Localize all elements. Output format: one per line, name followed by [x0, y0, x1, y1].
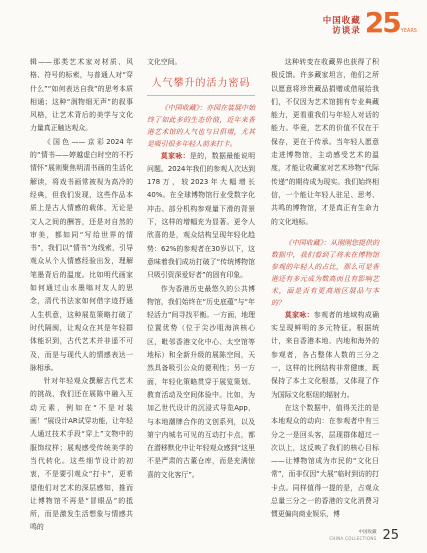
paragraph: 这种转变在收藏界也获得了积极反馈。许多藏家坦言，他们之所以愿意将珍贵藏品捐赠或借展给我们，不仅因为艺术馆拥有专业典藏能力，更看重我们与年轻人对话的能力。毕竟，艺术的价值不仅在于保存，更在于传承。当年轻人愿意走进博物馆，主动感受艺术的温度，才能让收藏家对艺术珍物“代际传递”的期待成为现实。我们始终相信，一个能让年轻人驻足、思考、共鸣的博物馆，才是真正有生命力的文化地标。 [271, 58, 379, 226]
question-text: 从刚刚您提供的数据中，我们看到了将来在博物馆参观的年轻人的占比，那么可是香港还有多元成为数高而且有影响艺术，面是否有更高地区展品与本的？ [271, 238, 379, 307]
interview-question [147, 102, 255, 150]
footer-publication [329, 530, 376, 542]
question-text: 亦园在装展中始终了如此多的生态价值，近年来香港艺术馆的人气也与日俱增，尤其是吸引很多年轻人前来打卡。 [147, 103, 255, 148]
page-number: 25 [382, 528, 399, 543]
paragraph: 在这个数据中，值得关注的是本地观众的动向：在参观者中有三分之一是回头客，层现群体超过一次以上，这反映了我们的核心目标——让博物馆成为市民的“文化日常”，而非仅因“大展”临时到访的打卡点。同样值得一提的是，占观众总量三分之一的香港的文化消费习惯更偏向商业娱乐，博 [271, 403, 379, 519]
answer-text: 参观者的地域构成确实呈现鲜明的多元特征。根据统计，来自香港本地、内地和海外的参观者，各占整体人数的三分之一，这样的比例结构非常健康，既保持了本土文化根基，又体现了作为国际文化枢纽的辐射力。 [271, 310, 380, 399]
interview-answer [271, 309, 379, 402]
answer-label: 莫家咏： [284, 310, 314, 319]
paragraph: 作为香港历史最悠久的公共博物馆，我们始终在“历史底蕴”与“年轻活力”间寻找平衡。一方面，地理位置优势（位于尖沙咀海滨核心区，毗邻香港文化中心、太空馆等地标）和全新升级的展陈空间，天然具备吸引公众的便利性；另一方面，年轻化策略贯穿于展览策划、教育活动及空间体验中。比如，为加乙世代设计的沉浸式导览App，与本地潮牌合作的文创系列，以及第宁内城名可见的互动打卡点，都在潜移默化中让年轻观众感到“这里不是严肃的古董仓库，而是充满惊喜的文化客厅”。 [147, 284, 255, 479]
interview-answer [147, 150, 255, 283]
paragraph-lead: 文化空间。 [147, 58, 182, 66]
anniversary-suffix: YEARS [400, 28, 417, 34]
question-label: 《中国收藏》： [160, 103, 207, 112]
footer-title: 中国收藏 [358, 529, 377, 535]
header-subtitle: 访谈录 [332, 26, 361, 36]
section-divider [147, 95, 255, 96]
interview-question [271, 237, 379, 309]
column-1 [30, 56, 133, 535]
column-2 [147, 56, 255, 482]
paragraph: 针对年轻观众撰解古代艺术的挑战，我们还在展陈中融入互动元素，例如在“不是对装画！”展设计AR试穿功能，让年轻人通过技术手段“穿上”文物中的服饰纹样；展观感受传统美学的当代转化。这些细节设计的初衷，不是要引观众“打卡”，更希望他们对艺术的深层感知，推而让博物馆不再是“冒眼品”的抵所，而是激发生活想象与情感共鸣的 [30, 377, 133, 532]
header-text [323, 16, 361, 36]
section-title: 人气攀升的活力密码 [151, 78, 251, 90]
header-title: 中国收藏 [322, 16, 361, 26]
page-footer [329, 528, 399, 543]
answer-text: 是的，数据最能说明问题。2024年我们的参观人次达到178万，较2023年大幅增长40%。在全球博物馆行业受数字化冲击、部分机构参观量下滑的背景下，这样的增幅充为显著。更令人欣喜的是，观众结构呈现年轻化趋势：62%的参观者在30岁以下，这意味着我们成功打破了“传统博物馆只吸引资深爱好者”的固有印象。 [147, 151, 256, 280]
answer-label: 莫家咏： [160, 151, 190, 160]
footer-subtitle: CHINA COLLECTIONS [329, 535, 377, 541]
paragraph: 辑——那类艺术家对材质、风格、符号的标索，与普通人对“穿什么”“如何表达自我”的思考本质相通；这种“润物细无声”的叙事风格，让艺术背后的美学与文化力量真正触达观众。 [30, 58, 133, 133]
question-label: 《中国收藏》： [284, 238, 331, 247]
paragraph: 《国色——京彩2024年的“情书——婷越虚白时空的不朽情怀”展则聚焦明清书画的生活化解读，将戏书画常被视为高冷的经典，但我们发现，这些作品本质上是古人情感的载体，无论是文人之间的酬答，还是对自然的审美，都如同“写给世界的情书”，我们以“情书”为线索，引导观众从个人情感经验出发，理解笔墨背后的温度。比如明代画家如何通过山水墨嗡对友人的思念，清代书法家如何借字迹抒通人生机意，这种展览策略打破了时代隔阂，让观众在其是年轻群体能识到，古代艺术并非遥不可及，而是与现代人的情感表达一脉相承。 [30, 137, 133, 372]
column-3 [271, 56, 379, 522]
anniversary-number: 25 [364, 6, 400, 39]
header-logo [323, 8, 417, 42]
